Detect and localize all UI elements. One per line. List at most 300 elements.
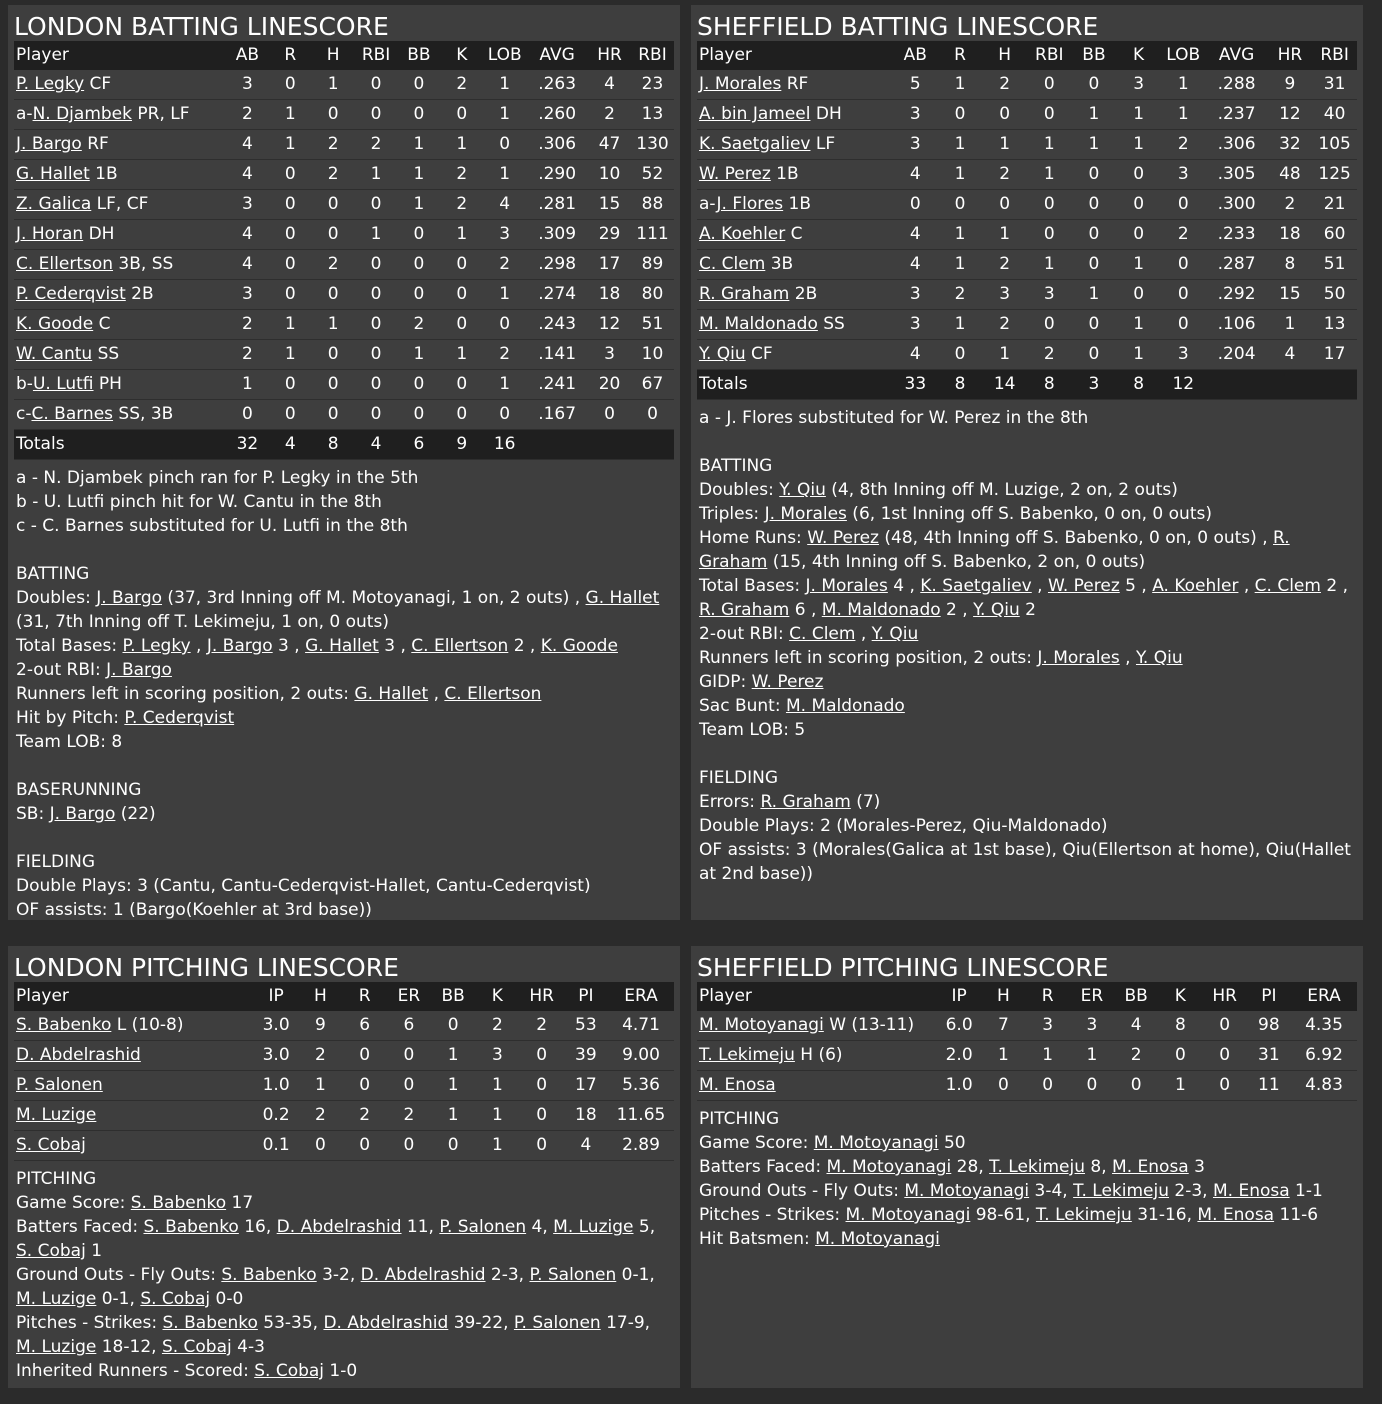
player-link[interactable]: A. bin Jameel <box>699 104 811 124</box>
player-link[interactable]: D. Abdelrashid <box>276 1217 402 1237</box>
stat-cell: 3 <box>1042 1015 1054 1035</box>
player-link[interactable]: S. Babenko <box>16 1015 112 1035</box>
player-link[interactable]: P. Salonen <box>16 1075 103 1095</box>
stat-cell: 0 <box>413 74 425 94</box>
stat-cell: 0 <box>499 404 511 424</box>
player-link[interactable]: M. Enosa <box>1197 1205 1275 1225</box>
player-link[interactable]: M. Motoyanagi <box>826 1157 952 1177</box>
stat-cell: 1 <box>447 1105 459 1125</box>
player-link[interactable]: C. Barnes <box>31 404 114 424</box>
player-link[interactable]: J. Bargo <box>106 660 172 680</box>
stat-cell: 2 <box>1130 1045 1142 1065</box>
stat-cell: 0 <box>1133 194 1145 214</box>
stat-cell: 20 <box>598 374 621 394</box>
stat-cell: 2 <box>242 104 253 124</box>
player-link[interactable]: G. Hallet <box>354 684 429 704</box>
player-link[interactable]: S. Babenko <box>130 1193 227 1213</box>
stat-cell: 0 <box>1086 1075 1098 1095</box>
stat-cell: 21 <box>1323 194 1346 214</box>
player-link[interactable]: M. Luzige <box>16 1105 97 1125</box>
note-line: Home Runs: W. Perez (48, 4th Inning off S. Babenko, 0 on, 0 outs) , R. Graham (15, 4th Inning off S. Babenko, 2 on, 0 outs) <box>699 528 1290 572</box>
stat-cell: 0 <box>604 404 615 424</box>
stat-cell: 111 <box>636 224 669 244</box>
player-link[interactable]: G. Hallet <box>305 636 379 656</box>
note-line: OF assists: 1 (Bargo(Koehler at 3rd base)) <box>16 900 372 920</box>
spacer <box>16 754 672 778</box>
stat-cell: 0 <box>456 374 468 394</box>
player-link[interactable]: J. Morales <box>805 576 888 596</box>
panel-title: SHEFFIELD BATTING LINESCORE <box>697 12 1099 41</box>
stat-cell: 1 <box>284 344 296 364</box>
stat-cell: 0 <box>413 254 425 274</box>
stat-cell: 1 <box>1042 1045 1054 1065</box>
stat-cell: 89 <box>641 254 664 274</box>
stat-cell: 1 <box>954 134 966 154</box>
col-header: BB <box>1082 45 1106 65</box>
stat-cell: 0 <box>499 314 511 334</box>
player-link[interactable]: M. Motoyanagi <box>699 1015 824 1035</box>
player-cell <box>14 340 226 370</box>
player-link[interactable]: C. Clem <box>699 254 766 274</box>
col-header-player: Player <box>16 45 69 65</box>
stat-cell: 0 <box>499 134 511 154</box>
stat-cell: 88 <box>641 194 664 214</box>
player-link[interactable]: J. Bargo <box>16 134 82 154</box>
stat-cell: 1 <box>1043 254 1055 274</box>
table-row <box>14 1041 674 1071</box>
stat-cell: 1 <box>1133 104 1145 124</box>
stat-cell: 4 <box>909 164 921 184</box>
stat-cell: 2 <box>403 1105 415 1125</box>
player-link[interactable]: T. Lekimeju <box>1073 1181 1169 1201</box>
note-line: BATTING <box>699 456 773 476</box>
col-header: AVG <box>539 45 575 65</box>
player-link[interactable]: M. Enosa <box>1112 1157 1189 1177</box>
stat-cell: 0 <box>954 104 966 124</box>
player-position: LF <box>810 134 836 154</box>
player-link[interactable]: S. Cobaj <box>161 1337 232 1357</box>
stat-cell: 4 <box>909 344 921 364</box>
table-header-row <box>697 982 1357 1011</box>
stat-cell: 0 <box>284 284 296 304</box>
stat-cell: 2 <box>242 344 253 364</box>
player-link[interactable]: J. Horan <box>16 224 84 244</box>
player-cell <box>697 1041 937 1071</box>
player-link[interactable]: Y. Qiu <box>779 480 826 500</box>
stat-cell: 1 <box>491 1105 503 1125</box>
note-line: Errors: R. Graham (7) <box>699 792 881 812</box>
col-header-player: Player <box>699 986 752 1006</box>
stat-cell: 0 <box>284 404 296 424</box>
stat-cell: 2 <box>456 164 468 184</box>
stat-cell: 0 <box>1043 104 1055 124</box>
player-cell <box>697 130 893 160</box>
note-line: b - U. Lutfi pinch hit for W. Cantu in the 8th <box>16 492 382 512</box>
stat-cell: 4.71 <box>622 1015 660 1035</box>
stat-cell: 1 <box>1133 134 1145 154</box>
player-link[interactable]: J. Flores <box>716 194 784 214</box>
col-header: RBI <box>1035 45 1064 65</box>
player-link[interactable]: Y. Qiu <box>1135 648 1183 668</box>
player-link[interactable]: J. Bargo <box>96 588 163 608</box>
player-link[interactable]: P. Salonen <box>513 1313 601 1333</box>
stat-cell: 50 <box>1323 284 1346 304</box>
table-row <box>14 370 674 400</box>
stat-cell: 0 <box>284 164 296 184</box>
player-link[interactable]: S. Babenko <box>221 1265 317 1285</box>
player-link[interactable]: T. Lekimeju <box>1035 1205 1132 1225</box>
player-link[interactable]: J. Bargo <box>206 636 273 656</box>
player-link[interactable]: Y. Qiu <box>699 344 746 364</box>
col-header: H <box>996 986 1010 1006</box>
col-header: LOB <box>487 45 522 65</box>
table-row <box>697 250 1357 280</box>
player-link[interactable]: J. Bargo <box>49 804 116 824</box>
player-cell <box>14 70 226 100</box>
stat-cell: 3 <box>242 74 253 94</box>
stat-cell: .243 <box>538 314 577 334</box>
player-link[interactable]: P. Cederqvist <box>124 708 235 728</box>
stat-cell: 2 <box>499 254 511 274</box>
stat-cell: 1 <box>1086 1045 1098 1065</box>
col-header: ER <box>1080 986 1104 1006</box>
table-row <box>697 70 1357 100</box>
note-line: Sac Bunt: M. Maldonado <box>699 696 905 716</box>
stat-cell: 3 <box>1177 164 1189 184</box>
stat-cell: 13 <box>641 104 664 124</box>
player-link[interactable]: C. Ellertson <box>16 254 114 274</box>
table-row <box>14 280 674 310</box>
player-link[interactable]: Z. Galica <box>16 194 92 214</box>
stat-cell: 3 <box>1133 74 1145 94</box>
player-link[interactable]: P. Salonen <box>439 1217 527 1237</box>
player-link[interactable]: M. Maldonado <box>821 600 941 620</box>
stat-cell: 12 <box>598 314 621 334</box>
stat-cell: 0 <box>1088 224 1100 244</box>
note-line: Pitches - Strikes: M. Motoyanagi 98-61, T. Lekimeju 31-16, M. Enosa 11-6 <box>699 1205 1319 1225</box>
player-link[interactable]: D. Abdelrashid <box>16 1045 141 1065</box>
note-line: 2-out RBI: C. Clem , Y. Qiu <box>699 624 919 644</box>
stat-cell: 2 <box>456 74 468 94</box>
player-link[interactable]: P. Cederqvist <box>16 284 126 304</box>
player-link[interactable]: M. Luzige <box>553 1217 634 1237</box>
col-header: K <box>491 986 503 1006</box>
spacer <box>16 826 672 850</box>
stat-cell: 80 <box>641 284 664 304</box>
stat-cell: 1 <box>499 104 511 124</box>
col-header: K <box>456 45 468 65</box>
player-link[interactable]: J. Morales <box>1037 648 1120 668</box>
stat-cell: 0 <box>536 1075 548 1095</box>
stat-cell: 0 <box>284 254 296 274</box>
player-link[interactable]: S. Cobaj <box>16 1241 86 1261</box>
note-line: Ground Outs - Fly Outs: S. Babenko 3-2, D. Abdelrashid 2-3, P. Salonen 0-1, M. Luzige 0-1, S. Cobaj 0-0 <box>16 1265 655 1309</box>
note-line: Batters Faced: M. Motoyanagi 28, T. Lekimeju 8, M. Enosa 3 <box>699 1157 1205 1177</box>
stat-cell: 1 <box>413 344 425 364</box>
spacer <box>699 430 1355 454</box>
stat-cell: 31 <box>1258 1045 1280 1065</box>
stat-cell: 52 <box>641 164 664 184</box>
stat-cell: 1 <box>370 224 382 244</box>
sub-prefix: c- <box>16 404 32 424</box>
stat-cell: .263 <box>538 74 577 94</box>
player-link[interactable]: G. Hallet <box>585 588 660 608</box>
player-link[interactable]: R. Graham <box>760 792 851 812</box>
stat-cell: 0 <box>327 344 339 364</box>
stat-cell: 17 <box>575 1075 597 1095</box>
stat-cell: 23 <box>641 74 664 94</box>
stat-cell: 1 <box>1088 284 1100 304</box>
stat-cell: 2 <box>604 104 615 124</box>
player-link[interactable]: D. Abdelrashid <box>360 1265 486 1285</box>
player-link[interactable]: M. Enosa <box>1212 1181 1290 1201</box>
table-row <box>697 100 1357 130</box>
col-header: PI <box>578 986 594 1006</box>
stat-cell: .300 <box>1217 194 1256 214</box>
player-link[interactable]: U. Lutfi <box>32 374 94 394</box>
table-row <box>14 1131 674 1161</box>
stat-cell: 1 <box>997 1045 1009 1065</box>
note-line: Team LOB: 5 <box>699 720 806 740</box>
player-cell <box>697 190 893 220</box>
stat-cell: 0 <box>1088 314 1100 334</box>
table-row <box>14 220 674 250</box>
stat-cell: 0 <box>327 104 339 124</box>
player-cell <box>14 250 226 280</box>
stat-cell: 2 <box>499 344 511 364</box>
stat-cell: 1 <box>491 1135 503 1155</box>
player-link[interactable]: M. Motoyanagi <box>904 1181 1030 1201</box>
col-header: HR <box>597 45 622 65</box>
stat-cell: 2 <box>999 74 1011 94</box>
player-link[interactable]: S. Cobaj <box>16 1135 86 1155</box>
totals-cell: 6 <box>413 434 425 454</box>
notes-section <box>691 400 1363 886</box>
stat-cell: 29 <box>598 224 621 244</box>
london-pitching-panel <box>8 946 680 1388</box>
player-link[interactable]: M. Enosa <box>699 1075 776 1095</box>
stat-cell: 5.36 <box>622 1075 660 1095</box>
stat-cell: 3 <box>999 284 1011 304</box>
table-row <box>697 160 1357 190</box>
player-link[interactable]: R. Graham <box>699 600 790 620</box>
player-cell <box>14 1011 254 1041</box>
player-link[interactable]: K. Goode <box>540 636 618 656</box>
player-link[interactable]: C. Ellertson <box>411 636 509 656</box>
player-link[interactable]: W. Perez <box>807 528 879 548</box>
player-link[interactable]: S. Cobaj <box>254 1361 325 1381</box>
player-link[interactable]: D. Abdelrashid <box>323 1313 449 1333</box>
stat-cell: 0 <box>1088 164 1100 184</box>
stat-cell: 0 <box>403 1135 415 1155</box>
player-link[interactable]: S. Cobaj <box>140 1289 211 1309</box>
player-link[interactable]: Y. Qiu <box>973 600 1020 620</box>
stat-cell: 0 <box>1219 1045 1231 1065</box>
stat-cell: 1 <box>242 374 253 394</box>
player-link[interactable]: K. Saetgaliev <box>920 576 1032 596</box>
stat-cell: 0 <box>370 344 382 364</box>
stat-cell: 3 <box>909 134 921 154</box>
stat-cell: .281 <box>538 194 577 214</box>
stat-cell: 17 <box>598 254 621 274</box>
stat-cell: 0 <box>370 194 382 214</box>
col-header-player: Player <box>699 45 752 65</box>
stat-cell: 1 <box>954 254 966 274</box>
player-link[interactable]: C. Clem <box>789 624 856 644</box>
player-link[interactable]: M. Maldonado <box>699 314 818 334</box>
stat-cell: 0 <box>1177 194 1189 214</box>
stat-cell: 0 <box>413 374 425 394</box>
stat-cell: .288 <box>1217 74 1256 94</box>
spacer <box>699 742 1355 766</box>
stat-cell: 0 <box>327 224 339 244</box>
player-link[interactable]: J. Morales <box>764 504 847 524</box>
player-link[interactable]: N. Djambek <box>32 104 132 124</box>
player-link[interactable]: S. Babenko <box>143 1217 239 1237</box>
stat-cell: 2 <box>359 1105 371 1125</box>
player-link[interactable]: Y. Qiu <box>871 624 919 644</box>
stat-cell: 0 <box>359 1045 371 1065</box>
stat-cell: 6.92 <box>1305 1045 1343 1065</box>
note-line: Team LOB: 8 <box>16 732 123 752</box>
stat-cell: 0 <box>284 374 296 394</box>
stat-cell: .292 <box>1217 284 1256 304</box>
player-link[interactable]: R. Graham <box>699 528 1290 572</box>
player-link[interactable]: T. Lekimeju <box>989 1157 1086 1177</box>
player-link[interactable]: S. Babenko <box>162 1313 258 1333</box>
player-link[interactable]: C. Clem <box>1254 576 1321 596</box>
stat-cell: .233 <box>1217 224 1256 244</box>
player-cell <box>697 1071 937 1101</box>
note-line: Runners left in scoring position, 2 outs: G. Hallet , C. Ellertson <box>16 684 542 704</box>
player-link[interactable]: M. Luzige <box>16 1337 97 1357</box>
table-row <box>697 1041 1357 1071</box>
note-line: a - J. Flores substituted for W. Perez in the 8th <box>699 408 1089 428</box>
stat-cell: 0 <box>456 404 468 424</box>
player-link[interactable]: M. Motoyanagi <box>813 1133 939 1153</box>
stat-cell: 47 <box>598 134 621 154</box>
stat-cell: 2 <box>314 1045 326 1065</box>
stat-cell: 0 <box>1219 1075 1231 1095</box>
london-batting-panel <box>8 5 680 920</box>
table-header-row <box>14 41 674 70</box>
player-link[interactable]: K. Saetgaliev <box>699 134 811 154</box>
player-link[interactable]: M. Motoyanagi <box>815 1229 940 1249</box>
player-link[interactable]: K. Goode <box>16 314 94 334</box>
totals-cell: 32 <box>236 434 259 454</box>
stat-cell: 51 <box>641 314 664 334</box>
table-row <box>697 1011 1357 1041</box>
player-link[interactable]: M. Luzige <box>16 1289 97 1309</box>
player-position: CF <box>745 344 773 364</box>
player-link[interactable]: W. Cantu <box>16 344 93 364</box>
stat-cell: 3 <box>499 224 511 244</box>
stat-cell: 0 <box>359 1135 371 1155</box>
col-header: AVG <box>1218 45 1255 65</box>
player-link[interactable]: W. Perez <box>699 164 771 184</box>
stat-cell: .309 <box>538 224 577 244</box>
note-line: c - C. Barnes substituted for U. Lutfi in the 8th <box>16 516 408 536</box>
player-link[interactable]: C. Ellertson <box>444 684 542 704</box>
stat-cell: 1 <box>1284 314 1296 334</box>
player-position: 2B <box>125 284 154 304</box>
spacer <box>16 538 672 562</box>
stat-cell: 1 <box>491 1075 503 1095</box>
player-link[interactable]: P. Legky <box>16 74 85 94</box>
player-link[interactable]: T. Lekimeju <box>699 1045 795 1065</box>
player-link[interactable]: A. Koehler <box>699 224 786 244</box>
note-line: OF assists: 3 (Morales(Galica at 1st base), Qiu(Ellertson at home), Qiu(Hallet at 2nd base)) <box>699 840 1351 884</box>
totals-cell: 9 <box>456 434 468 454</box>
player-link[interactable]: P. Legky <box>122 636 191 656</box>
stat-cell: 105 <box>1318 134 1351 154</box>
stat-cell: 40 <box>1323 104 1346 124</box>
stat-cell: 17 <box>1323 344 1346 364</box>
stat-cell: 1 <box>447 1075 459 1095</box>
note-line: FIELDING <box>699 768 778 788</box>
totals-cell: 14 <box>993 374 1016 394</box>
player-link[interactable]: M. Motoyanagi <box>845 1205 971 1225</box>
col-header: BB <box>1124 986 1148 1006</box>
col-header: RBI <box>638 45 667 65</box>
player-link[interactable]: J. Morales <box>699 74 782 94</box>
stat-cell: 4 <box>499 194 511 214</box>
stat-cell: 2 <box>370 134 382 154</box>
stat-cell: 2 <box>1177 224 1189 244</box>
player-link[interactable]: G. Hallet <box>16 164 90 184</box>
stat-cell: 1 <box>284 314 296 334</box>
stat-cell: 5 <box>909 74 921 94</box>
note-line: Inherited Runners - Scored: S. Cobaj 1-0 <box>16 1361 358 1381</box>
col-header: BB <box>441 986 465 1006</box>
player-position: RF <box>81 134 109 154</box>
stat-cell: 6.0 <box>945 1015 973 1035</box>
player-cell <box>14 190 226 220</box>
table-row <box>14 160 674 190</box>
col-header: RBI <box>1320 45 1349 65</box>
totals-cell: 8 <box>327 434 339 454</box>
totals-cell: 33 <box>904 374 927 394</box>
stat-cell: 1 <box>327 314 339 334</box>
stat-cell: 0 <box>1177 284 1189 304</box>
stat-cell: 3 <box>1043 284 1055 304</box>
player-link[interactable]: M. Maldonado <box>785 696 905 716</box>
player-link[interactable]: A. Koehler <box>1152 576 1239 596</box>
player-position: 3B, SS <box>113 254 174 274</box>
stat-cell: 0 <box>1219 1015 1231 1035</box>
stat-cell: 0 <box>370 284 382 304</box>
player-link[interactable]: R. Graham <box>699 284 790 304</box>
player-link[interactable]: W. Perez <box>1047 576 1120 596</box>
note-line: Hit Batsmen: M. Motoyanagi <box>699 1229 940 1249</box>
player-link[interactable]: P. Salonen <box>529 1265 617 1285</box>
stat-cell: 18 <box>598 284 621 304</box>
stat-cell: .241 <box>538 374 577 394</box>
table-row <box>697 340 1357 370</box>
stat-cell: 4 <box>242 134 253 154</box>
stat-cell: 0 <box>954 344 966 364</box>
stat-cell: 1 <box>413 134 425 154</box>
stat-cell: 4.35 <box>1305 1015 1343 1035</box>
note-line: PITCHING <box>16 1169 97 1189</box>
player-link[interactable]: W. Perez <box>751 672 824 692</box>
col-header: BB <box>407 45 431 65</box>
note-line: Double Plays: 3 (Cantu, Cantu-Cederqvist-Hallet, Cantu-Cederqvist) <box>16 876 591 896</box>
stat-cell: 1 <box>1177 74 1189 94</box>
player-cell <box>14 1101 254 1131</box>
table-row <box>697 280 1357 310</box>
totals-row <box>697 370 1357 400</box>
